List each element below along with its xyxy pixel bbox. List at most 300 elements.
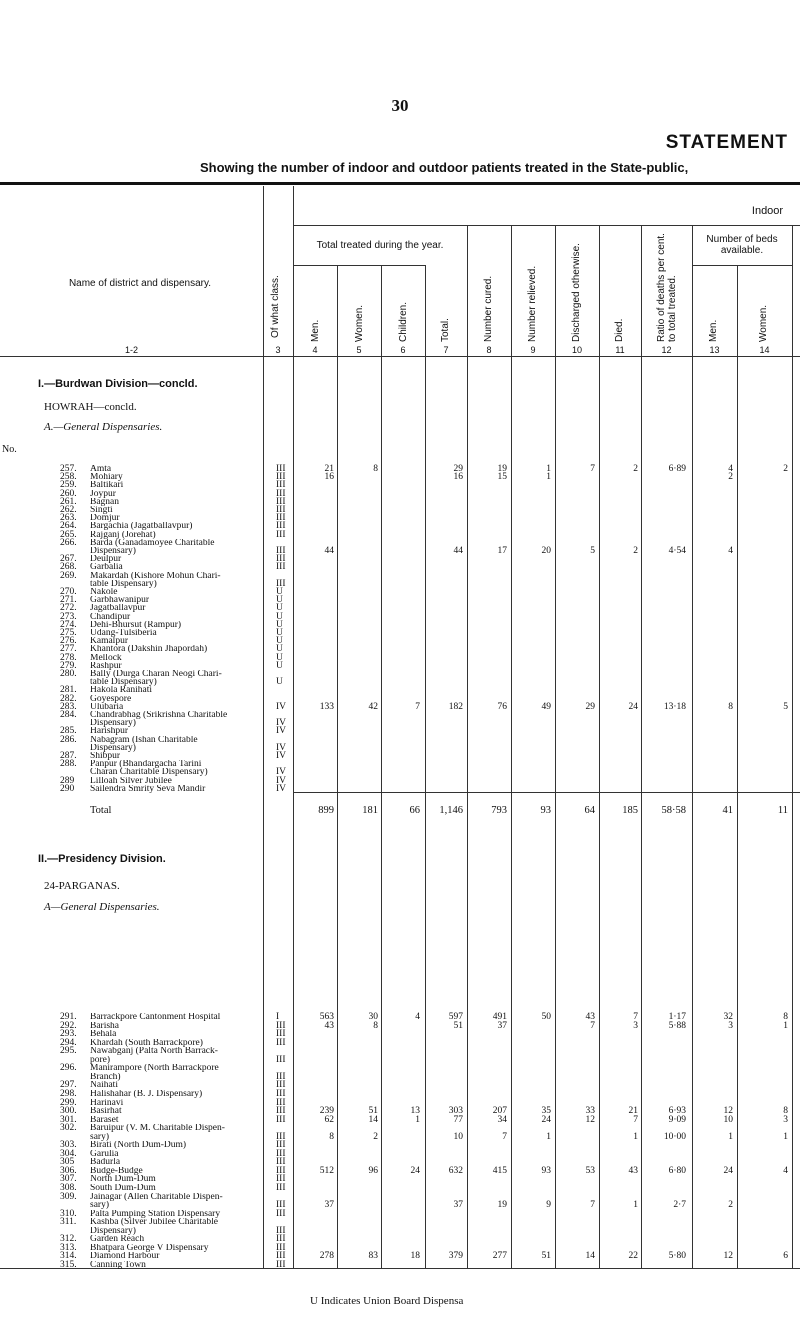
dispensary-name: Dispensary) bbox=[90, 547, 136, 556]
dispensary-class: U bbox=[276, 628, 283, 638]
dispensary-name: Hakola Ranihati bbox=[90, 686, 152, 696]
died-cell: 2 bbox=[633, 464, 638, 474]
header-divider bbox=[293, 265, 425, 266]
dispensary-name: Barisha bbox=[90, 1021, 120, 1031]
discharged-cell: 7 bbox=[590, 464, 595, 474]
row-number: 304. bbox=[60, 1148, 77, 1159]
header-divider bbox=[511, 225, 512, 1268]
statement-subtitle: Showing the number of indoor and outdoor patients treated in the State-public, bbox=[200, 160, 689, 175]
total-children: 66 bbox=[409, 805, 420, 816]
relieved-cell: 49 bbox=[541, 701, 551, 712]
dispensary-name: Lilloah Silver Jubilee bbox=[90, 776, 172, 786]
row-number: 284. bbox=[60, 710, 77, 720]
row-number: 287. bbox=[60, 751, 77, 761]
relieved-cell: 9 bbox=[546, 1200, 551, 1211]
total-cell: 10 bbox=[453, 1131, 463, 1142]
row-number: 312. bbox=[60, 1234, 77, 1245]
column-number: 12 bbox=[661, 345, 672, 355]
total-cell: 37 bbox=[453, 1200, 463, 1211]
dispensary-name: Birati (North Dum-Dum) bbox=[90, 1141, 187, 1151]
dispensary-name: Sailendra Smrity Seva Mandir bbox=[90, 784, 206, 794]
row-number: 292. bbox=[60, 1020, 77, 1031]
discharged-cell: 5 bbox=[590, 546, 595, 556]
row-number: 307. bbox=[60, 1174, 77, 1185]
men-column-header: Men. bbox=[310, 319, 321, 342]
row-number: 296. bbox=[60, 1063, 77, 1074]
died-cell: 22 bbox=[628, 1251, 638, 1262]
dispensary-class: U bbox=[276, 603, 283, 614]
row-number: 263. bbox=[60, 513, 77, 524]
relieved-cell: 1 bbox=[546, 464, 551, 474]
dispensary-class: III bbox=[276, 1165, 286, 1176]
dispensary-class: III bbox=[276, 1208, 286, 1219]
dispensary-class: III bbox=[276, 464, 286, 474]
row-number: 286. bbox=[60, 734, 77, 745]
men-cell: 44 bbox=[324, 546, 334, 556]
dispensary-name: Kashba (Silver Jubilee Charitable bbox=[90, 1218, 218, 1228]
dispensary-name: North Dum-Dum bbox=[90, 1175, 156, 1185]
dispensary-name: Kamalpur bbox=[90, 637, 128, 647]
ratio-column-header: Ratio of deaths per cent. to total treated. bbox=[656, 233, 678, 342]
dispensary-class: III bbox=[276, 1200, 286, 1211]
ratio-cell: 5·80 bbox=[668, 1251, 686, 1262]
discharged-column-header: Discharged otherwise. bbox=[571, 243, 582, 342]
dispensary-name: Joypur bbox=[90, 489, 116, 499]
row-number: 309. bbox=[60, 1191, 77, 1202]
died-column-header: Died. bbox=[614, 318, 625, 342]
beds-women-cell: 8 bbox=[783, 1106, 788, 1117]
column-number: 11 bbox=[615, 345, 625, 355]
dispensary-name: pore) bbox=[90, 1055, 111, 1065]
total-label: Total bbox=[90, 805, 112, 816]
dispensary-class: III bbox=[276, 1054, 286, 1065]
discharged-cell: 53 bbox=[585, 1165, 595, 1176]
row-number: 305 bbox=[60, 1157, 75, 1168]
footnote: U Indicates Union Board Dispensa bbox=[310, 1295, 464, 1307]
beds-men-cell: 32 bbox=[723, 1012, 733, 1022]
cured-cell: 415 bbox=[492, 1165, 507, 1176]
dispensary-class: U bbox=[276, 595, 283, 606]
dispensary-name: table Dispensary) bbox=[90, 678, 157, 688]
beds-men-cell: 10 bbox=[723, 1114, 733, 1125]
total-cell: 44 bbox=[453, 546, 463, 556]
total-discharged: 64 bbox=[584, 805, 595, 816]
district-heading: 24-PARGANAS. bbox=[44, 880, 120, 892]
dispensary-class: IV bbox=[276, 742, 287, 753]
dispensary-name: Dehi-Bhursut (Rampur) bbox=[90, 620, 182, 630]
dispensary-name: Canning Town bbox=[90, 1260, 146, 1270]
row-number: 277. bbox=[60, 644, 77, 655]
dispensary-class: III bbox=[276, 578, 286, 589]
relieved-cell: 24 bbox=[541, 1114, 551, 1125]
column-number: 4 bbox=[312, 345, 318, 355]
dispensary-name: Garden Reach bbox=[90, 1235, 145, 1245]
row-number: 294. bbox=[60, 1037, 77, 1048]
women-cell: 8 bbox=[373, 1020, 378, 1031]
row-number: 258. bbox=[60, 472, 77, 483]
row-number: 271. bbox=[60, 595, 77, 606]
dispensary-class: IV bbox=[276, 751, 287, 761]
total-cell: 379 bbox=[448, 1251, 463, 1262]
dispensary-class: III bbox=[276, 505, 286, 515]
row-number: 257. bbox=[60, 464, 77, 474]
women-cell: 96 bbox=[368, 1165, 378, 1176]
row-number: 274. bbox=[60, 619, 77, 630]
men-cell: 133 bbox=[319, 701, 334, 712]
discharged-cell: 43 bbox=[585, 1012, 595, 1022]
discharged-cell: 7 bbox=[590, 1200, 595, 1211]
dispensary-class: III bbox=[276, 1088, 286, 1099]
dispensary-name: Panpur (Bhandargacha Tarini bbox=[90, 760, 202, 770]
beds-women-cell: 5 bbox=[783, 701, 788, 712]
header-divider bbox=[425, 265, 426, 1268]
cured-cell: 15 bbox=[497, 472, 507, 483]
died-cell: 21 bbox=[628, 1106, 638, 1117]
indoor-heading: Indoor bbox=[751, 205, 784, 217]
dispensary-name: Goyespore bbox=[90, 694, 132, 704]
dispensary-name: Nakole bbox=[90, 588, 118, 597]
division-heading: II.—Presidency Division. bbox=[38, 853, 166, 865]
men-cell: 37 bbox=[324, 1200, 334, 1211]
total-beds-women: 11 bbox=[777, 805, 788, 816]
dispensary-class: III bbox=[276, 546, 286, 556]
cured-cell: 7 bbox=[502, 1131, 507, 1142]
dispensary-class: III bbox=[276, 1174, 286, 1185]
header-bottom-rule bbox=[0, 356, 800, 357]
children-cell: 7 bbox=[415, 701, 420, 712]
district-heading: HOWRAH—concld. bbox=[44, 401, 137, 413]
row-number: 278. bbox=[60, 652, 77, 663]
total-cell: 77 bbox=[453, 1114, 463, 1125]
men-cell: 16 bbox=[324, 472, 334, 483]
dispensary-name: Baruipur (V. M. Charitable Dispen- bbox=[90, 1124, 225, 1134]
ratio-cell: 5·88 bbox=[668, 1020, 686, 1031]
header-divider bbox=[555, 225, 556, 1268]
cured-cell: 19 bbox=[497, 464, 507, 474]
children-cell: 13 bbox=[410, 1106, 420, 1117]
row-number: 267. bbox=[60, 554, 77, 565]
dispensary-class: IV bbox=[276, 775, 287, 786]
total-cell: 29 bbox=[453, 464, 463, 474]
row-number: 280. bbox=[60, 669, 77, 679]
column-number: 14 bbox=[759, 345, 770, 355]
dispensary-class: U bbox=[276, 619, 283, 630]
dispensary-name: Singti bbox=[90, 506, 113, 515]
dispensary-name: Bally (Durga Charan Neogi Chari- bbox=[90, 670, 222, 679]
dispensary-class: III bbox=[276, 529, 286, 540]
beds-men-cell: 2 bbox=[728, 1200, 733, 1211]
column-number: 7 bbox=[443, 345, 449, 355]
dispensary-class: U bbox=[276, 636, 283, 647]
row-number: 295. bbox=[60, 1046, 77, 1057]
row-number: 298. bbox=[60, 1088, 77, 1099]
ratio-cell: 1·17 bbox=[668, 1012, 686, 1022]
dispensary-name: Budge-Budge bbox=[90, 1166, 143, 1176]
dispensary-class: III bbox=[276, 513, 286, 524]
children-cell: 1 bbox=[415, 1114, 420, 1125]
children-cell: 18 bbox=[410, 1251, 420, 1262]
dispensary-class: U bbox=[276, 587, 283, 597]
total-rule bbox=[293, 792, 800, 793]
header-divider bbox=[599, 225, 600, 1268]
discharged-cell: 7 bbox=[590, 1020, 595, 1031]
dispensary-name: Barda (Ganadamoyee Charitable bbox=[90, 538, 215, 548]
dispensary-class: III bbox=[276, 1131, 286, 1142]
dispensary-name: Badurla bbox=[90, 1158, 121, 1168]
dispensary-name: Jainagar (Allen Charitable Dispen- bbox=[90, 1192, 223, 1202]
dispensary-class: III bbox=[276, 1242, 286, 1253]
row-number: 270. bbox=[60, 587, 77, 597]
dispensary-class: III bbox=[276, 1259, 286, 1270]
row-number: 291. bbox=[60, 1012, 77, 1022]
dispensary-name: Palta Pumping Station Dispensary bbox=[90, 1209, 221, 1219]
dispensary-name: Bargachia (Jagatballavpur) bbox=[90, 522, 193, 532]
men-cell: 21 bbox=[324, 464, 334, 474]
row-number: 288. bbox=[60, 759, 77, 770]
row-number: 259. bbox=[60, 480, 77, 491]
name-column-header: Name of district and dispensary. bbox=[68, 278, 212, 289]
relieved-cell: 1 bbox=[546, 472, 551, 483]
women-cell: 51 bbox=[368, 1106, 378, 1117]
beds-women-cell: 6 bbox=[783, 1251, 788, 1262]
dispensary-class: III bbox=[276, 1037, 286, 1048]
men-cell: 563 bbox=[319, 1012, 334, 1022]
dispensary-class: III bbox=[276, 562, 286, 573]
dispensary-name: Ulubaria bbox=[90, 702, 124, 712]
men-cell: 43 bbox=[324, 1020, 334, 1031]
row-number: 281. bbox=[60, 685, 77, 696]
dispensary-class: IV bbox=[276, 718, 287, 729]
dispensary-class: III bbox=[276, 1097, 286, 1108]
dispensary-name: Nawabganj (Palta North Barrack- bbox=[90, 1047, 218, 1057]
ratio-cell: 9·09 bbox=[668, 1114, 686, 1125]
dispensary-name: Charan Charitable Dispensary) bbox=[90, 768, 208, 778]
relieved-column-header: Number relieved. bbox=[527, 265, 538, 342]
dispensary-name: Mohiary bbox=[90, 473, 123, 483]
column-number: 5 bbox=[356, 345, 362, 355]
row-number: 264. bbox=[60, 521, 77, 532]
dispensary-name: Dispensary) bbox=[90, 743, 136, 753]
dispensary-name: Chandrabhag (Srikrishna Charitable bbox=[90, 711, 228, 720]
row-number: 293. bbox=[60, 1029, 77, 1040]
died-cell: 24 bbox=[628, 701, 638, 712]
ratio-cell: 10·00 bbox=[663, 1131, 686, 1142]
dispensary-name: Dispensary) bbox=[90, 719, 136, 729]
relieved-cell: 50 bbox=[541, 1012, 551, 1022]
dispensary-name: Baltikari bbox=[90, 481, 124, 491]
dispensary-name: Garulia bbox=[90, 1149, 119, 1159]
page-number: 30 bbox=[391, 96, 409, 115]
total-treated-header: Total treated during the year. bbox=[316, 240, 444, 251]
beds-women-cell: 4 bbox=[783, 1165, 788, 1176]
total-women: 181 bbox=[362, 805, 378, 816]
discharged-cell: 29 bbox=[585, 701, 595, 712]
column-number: 3 bbox=[275, 345, 281, 355]
dispensary-class: III bbox=[276, 1140, 286, 1151]
dispensary-name: Amta bbox=[90, 465, 112, 474]
column-number: 10 bbox=[571, 345, 582, 355]
dispensary-class: IV bbox=[276, 767, 287, 778]
row-number: 285. bbox=[60, 726, 77, 737]
ratio-cell: 6·93 bbox=[668, 1106, 686, 1117]
dispensary-class: III bbox=[276, 1020, 286, 1031]
dispensary-class: III bbox=[276, 496, 286, 507]
total-cell: 632 bbox=[448, 1165, 463, 1176]
header-divider bbox=[737, 265, 738, 1268]
row-number: 311. bbox=[60, 1217, 77, 1228]
row-number: 306. bbox=[60, 1165, 77, 1176]
category-heading: A—General Dispensaries. bbox=[44, 901, 160, 913]
row-number: 276. bbox=[60, 636, 77, 647]
dispensary-class: III bbox=[276, 521, 286, 532]
cured-cell: 37 bbox=[497, 1020, 507, 1031]
relieved-cell: 1 bbox=[546, 1131, 551, 1142]
row-number: 272. bbox=[60, 603, 77, 614]
ratio-cell: 6·89 bbox=[668, 464, 686, 474]
dispensary-name: Bagnan bbox=[90, 497, 120, 507]
header-divider bbox=[293, 225, 800, 226]
beds-men-cell: 24 bbox=[723, 1165, 733, 1176]
dispensary-class: III bbox=[276, 1114, 286, 1125]
total-cell: 51 bbox=[453, 1020, 463, 1031]
dispensary-class: U bbox=[276, 644, 283, 655]
women-column-header: Women. bbox=[354, 304, 365, 342]
beds-men-cell: 3 bbox=[728, 1020, 733, 1031]
beds-women-header: Women. bbox=[758, 304, 769, 342]
dispensary-class: I bbox=[276, 1012, 280, 1022]
row-number: 279. bbox=[60, 660, 77, 671]
dispensary-class: IV bbox=[276, 726, 287, 737]
total-ratio: 58·58 bbox=[661, 805, 686, 816]
ratio-cell: 4·54 bbox=[668, 546, 686, 556]
header-divider bbox=[692, 225, 693, 1268]
cured-cell: 34 bbox=[497, 1114, 507, 1125]
row-number: 268. bbox=[60, 562, 77, 573]
category-heading: A.—General Dispensaries. bbox=[44, 421, 163, 433]
row-number: 302. bbox=[60, 1123, 77, 1134]
column-number: 9 bbox=[530, 345, 536, 355]
total-relieved: 93 bbox=[540, 805, 551, 816]
dispensary-class: III bbox=[276, 488, 286, 499]
total-died: 185 bbox=[622, 805, 638, 816]
women-cell: 83 bbox=[368, 1251, 378, 1262]
dispensary-class: U bbox=[276, 660, 283, 671]
row-number: 300. bbox=[60, 1106, 77, 1117]
total-men: 899 bbox=[318, 805, 334, 816]
dispensary-name: South Dum-Dum bbox=[90, 1184, 156, 1193]
dispensary-name: sary) bbox=[90, 1201, 109, 1211]
dispensary-name: Harinavi bbox=[90, 1098, 124, 1108]
dispensary-class: U bbox=[276, 611, 283, 622]
row-number: 299. bbox=[60, 1097, 77, 1108]
women-cell: 14 bbox=[368, 1114, 378, 1125]
beds-women-cell: 3 bbox=[783, 1114, 788, 1125]
row-number: 265. bbox=[60, 529, 77, 540]
dispensary-name: Garbhawanipur bbox=[90, 596, 150, 606]
dispensary-class: III bbox=[276, 1106, 286, 1117]
dispensary-name: Jagatballavpur bbox=[90, 604, 146, 614]
dispensary-name: Behala bbox=[90, 1030, 117, 1040]
dispensary-class: III bbox=[276, 1225, 286, 1236]
row-number: 301. bbox=[60, 1114, 77, 1125]
total-beds-men: 41 bbox=[722, 805, 733, 816]
discharged-cell: 12 bbox=[585, 1114, 595, 1125]
beds-men-cell: 1 bbox=[728, 1131, 733, 1142]
beds-men-header: Men. bbox=[708, 319, 719, 342]
column-number: 8 bbox=[486, 345, 492, 355]
men-cell: 62 bbox=[324, 1114, 334, 1125]
died-cell: 1 bbox=[633, 1200, 638, 1211]
dispensary-class: III bbox=[276, 1029, 286, 1040]
row-number: 289 bbox=[60, 775, 75, 786]
dispensary-name: Shibpur bbox=[90, 752, 121, 761]
dispensary-name: Rajganj (Jorehat) bbox=[90, 530, 156, 540]
dispensary-class: III bbox=[276, 1183, 286, 1193]
men-cell: 8 bbox=[329, 1131, 334, 1142]
row-number: 290 bbox=[60, 783, 75, 794]
class-column-header: Of what class. bbox=[270, 275, 281, 338]
beds-women-cell: 2 bbox=[783, 464, 788, 474]
dispensary-name: Basirhat bbox=[90, 1107, 122, 1117]
row-number: 261. bbox=[60, 496, 77, 507]
row-number: 282. bbox=[60, 693, 77, 704]
dispensary-class: III bbox=[276, 554, 286, 565]
dispensary-name: Mellock bbox=[90, 653, 122, 663]
total-cell: 16 bbox=[453, 472, 463, 483]
dispensary-name: Barrackpore Cantonment Hospital bbox=[90, 1013, 221, 1022]
total-cell: 182 bbox=[448, 701, 463, 712]
total-cured: 793 bbox=[491, 805, 507, 816]
dispensary-name: Dispensary) bbox=[90, 1226, 136, 1236]
ratio-cell: 13·18 bbox=[663, 701, 686, 712]
header-divider bbox=[641, 225, 642, 1268]
beds-men-cell: 12 bbox=[723, 1106, 733, 1117]
header-divider bbox=[337, 265, 338, 1268]
ratio-cell: 2·7 bbox=[673, 1200, 686, 1211]
total-cell: 303 bbox=[448, 1106, 463, 1117]
row-number: 262. bbox=[60, 505, 77, 515]
column-number: 13 bbox=[709, 345, 720, 355]
children-cell: 4 bbox=[415, 1012, 420, 1022]
dispensary-class: III bbox=[276, 480, 286, 491]
dispensary-name: Branch) bbox=[90, 1072, 121, 1082]
men-cell: 278 bbox=[319, 1251, 334, 1262]
dispensary-name: Bhatpara George V Dispensary bbox=[90, 1243, 209, 1253]
top-rule bbox=[0, 182, 800, 185]
relieved-cell: 51 bbox=[541, 1251, 551, 1262]
header-divider bbox=[792, 225, 793, 1268]
cured-cell: 277 bbox=[492, 1251, 507, 1262]
died-cell: 7 bbox=[633, 1012, 638, 1022]
dispensary-class: III bbox=[276, 1071, 286, 1082]
division-heading: I.—Burdwan Division—concld. bbox=[38, 378, 198, 390]
statement-heading: STATEMENT bbox=[665, 132, 788, 153]
total-cell: 597 bbox=[448, 1012, 463, 1022]
died-cell: 43 bbox=[628, 1165, 638, 1176]
men-cell: 512 bbox=[319, 1165, 334, 1176]
dispensary-class: IV bbox=[276, 701, 287, 712]
beds-men-cell: 4 bbox=[728, 464, 733, 474]
beds-women-cell: 1 bbox=[783, 1020, 788, 1031]
dispensary-class: III bbox=[276, 1251, 286, 1262]
relieved-cell: 35 bbox=[541, 1106, 551, 1117]
cured-cell: 491 bbox=[492, 1012, 507, 1022]
row-number: 266. bbox=[60, 537, 77, 548]
dispensary-class: U bbox=[276, 652, 283, 663]
beds-men-cell: 12 bbox=[723, 1251, 733, 1262]
row-number: 314. bbox=[60, 1251, 77, 1262]
column-number: 6 bbox=[400, 345, 406, 355]
